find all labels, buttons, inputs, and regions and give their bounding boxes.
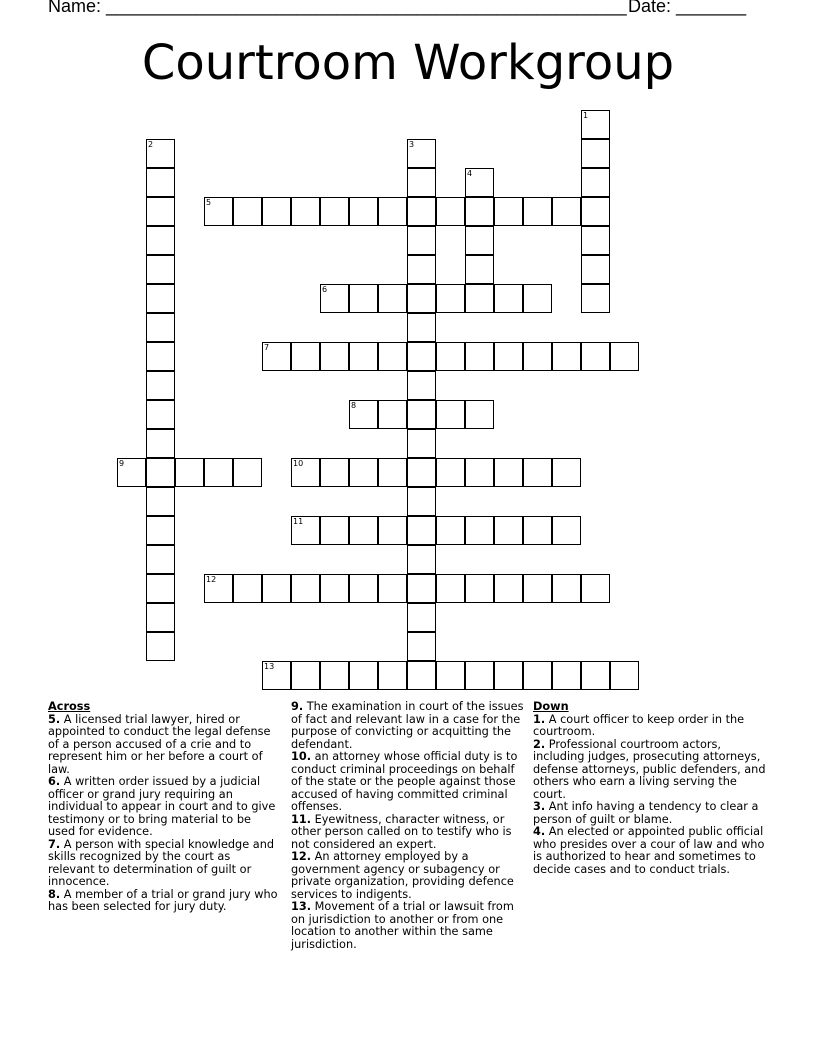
grid-cell[interactable] — [146, 168, 175, 197]
grid-cell[interactable] — [407, 429, 436, 458]
grid-cell[interactable] — [146, 516, 175, 545]
grid-cell[interactable] — [552, 458, 581, 487]
grid-cell[interactable] — [581, 110, 610, 139]
clue-item — [291, 901, 525, 951]
grid-cell[interactable] — [436, 400, 465, 429]
grid-cell[interactable] — [523, 661, 552, 690]
grid-cell[interactable] — [494, 284, 523, 313]
grid-cell[interactable] — [233, 574, 262, 603]
clue-item-text: A court officer to keep order in the courtroom. — [533, 712, 745, 738]
grid-cell[interactable] — [146, 342, 175, 371]
grid-cell[interactable] — [523, 197, 552, 226]
clue-item-text: Movement of a trial or lawsuit from on jurisdiction to another or from one location to another within the same jurisdiction. — [291, 900, 514, 951]
grid-cell[interactable] — [291, 661, 320, 690]
clue-item-text: The examination in court of the issues of fact and relevant law in a case for the purpose of convicting or acquitting the defendant. — [291, 700, 524, 751]
grid-cell[interactable] — [146, 371, 175, 400]
grid-cell[interactable] — [146, 139, 175, 168]
grid-cell[interactable] — [146, 429, 175, 458]
grid-cell[interactable] — [146, 197, 175, 226]
grid-cell[interactable] — [146, 458, 175, 487]
grid-cell[interactable] — [349, 574, 378, 603]
grid-cell[interactable] — [204, 197, 233, 226]
grid-cell[interactable] — [320, 197, 349, 226]
grid-cell[interactable] — [146, 603, 175, 632]
grid-cell[interactable] — [407, 284, 436, 313]
clue-item-number: 2. — [533, 737, 546, 751]
grid-cell[interactable] — [233, 197, 262, 226]
clue-item-number: 7. — [48, 837, 61, 851]
grid-cell[interactable] — [465, 284, 494, 313]
clue-number: 5 — [206, 198, 212, 207]
grid-cell[interactable] — [523, 516, 552, 545]
grid-cell[interactable] — [146, 574, 175, 603]
clue-number: 10 — [293, 459, 304, 468]
clue-item — [533, 801, 769, 826]
grid-cell[interactable] — [291, 197, 320, 226]
clue-number: 11 — [293, 517, 304, 526]
grid-cell[interactable] — [378, 400, 407, 429]
across-heading: Across — [48, 700, 91, 713]
grid-cell[interactable] — [552, 661, 581, 690]
grid-cell[interactable] — [146, 313, 175, 342]
grid-cell[interactable] — [494, 516, 523, 545]
clue-item-number: 1. — [533, 712, 546, 726]
grid-cell[interactable] — [407, 168, 436, 197]
grid-cell[interactable] — [610, 342, 639, 371]
grid-cell[interactable] — [291, 458, 320, 487]
date-line: Date: _______ — [628, 0, 747, 16]
clue-number: 1 — [583, 111, 589, 120]
clue-item-number: 12. — [291, 850, 312, 863]
grid-cell[interactable] — [262, 574, 291, 603]
grid-cell[interactable] — [407, 487, 436, 516]
grid-cell[interactable] — [465, 574, 494, 603]
grid-cell[interactable] — [262, 197, 291, 226]
grid-cell[interactable] — [320, 574, 349, 603]
grid-cell[interactable] — [146, 400, 175, 429]
grid-cell[interactable] — [407, 313, 436, 342]
grid-cell[interactable] — [581, 661, 610, 690]
clue-item-text: an attorney whose official duty is to conduct criminal proceedings on behalf of the state or the people against those accused of having committed criminal offenses. — [291, 750, 518, 813]
grid-cell[interactable] — [465, 255, 494, 284]
grid-cell[interactable] — [494, 342, 523, 371]
grid-cell[interactable] — [581, 342, 610, 371]
grid-cell[interactable] — [407, 661, 436, 690]
clue-item — [533, 739, 769, 802]
grid-cell[interactable] — [291, 516, 320, 545]
grid-cell[interactable] — [291, 342, 320, 371]
grid-cell[interactable] — [407, 139, 436, 168]
grid-cell[interactable] — [349, 342, 378, 371]
grid-cell[interactable] — [146, 226, 175, 255]
grid-cell[interactable] — [581, 139, 610, 168]
clue-item-text: A licensed trial lawyer, hired or appointed to conduct the legal defense of a person accused of a crie and to represent him or her before a court of law. — [48, 712, 271, 776]
grid-cell[interactable] — [407, 603, 436, 632]
grid-cell[interactable] — [610, 661, 639, 690]
clue-item-text: Professional courtroom actors, including judges, prosecuting attorneys, defense attorneys, public defenders, and others who earn a living serving the court. — [533, 737, 766, 801]
grid-cell[interactable] — [465, 226, 494, 255]
grid-cell[interactable] — [349, 661, 378, 690]
clue-item — [291, 851, 525, 901]
clue-item-text: Ant info having a tendency to clear a person of guilt or blame. — [533, 800, 759, 826]
grid-cell[interactable] — [407, 197, 436, 226]
grid-cell[interactable] — [465, 197, 494, 226]
clue-item — [48, 714, 280, 777]
grid-cell[interactable] — [378, 516, 407, 545]
clue-item — [291, 701, 525, 751]
clue-item — [533, 826, 769, 876]
grid-cell[interactable] — [262, 661, 291, 690]
grid-cell[interactable] — [320, 516, 349, 545]
clue-item — [291, 814, 525, 852]
grid-cell[interactable] — [494, 661, 523, 690]
grid-cell[interactable] — [436, 342, 465, 371]
grid-cell[interactable] — [407, 400, 436, 429]
grid-cell[interactable] — [407, 632, 436, 661]
grid-cell[interactable] — [291, 574, 320, 603]
grid-cell[interactable] — [262, 342, 291, 371]
grid-cell[interactable] — [349, 516, 378, 545]
grid-cell[interactable] — [146, 487, 175, 516]
grid-cell[interactable] — [407, 342, 436, 371]
clue-item-number: 8. — [48, 887, 61, 901]
grid-cell[interactable] — [436, 284, 465, 313]
grid-cell[interactable] — [465, 661, 494, 690]
clue-item-text: Eyewitness, character witness, or other person called on to testify who is not considered an expert. — [291, 812, 512, 851]
grid-cell[interactable] — [320, 342, 349, 371]
clue-number: 9 — [119, 459, 125, 468]
grid-cell[interactable] — [581, 226, 610, 255]
grid-cell[interactable] — [552, 197, 581, 226]
grid-cell[interactable] — [552, 574, 581, 603]
grid-cell[interactable] — [465, 342, 494, 371]
grid-cell[interactable] — [552, 516, 581, 545]
grid-cell[interactable] — [494, 574, 523, 603]
grid-cell[interactable] — [407, 226, 436, 255]
grid-cell[interactable] — [175, 458, 204, 487]
grid-cell[interactable] — [146, 632, 175, 661]
grid-cell[interactable] — [523, 284, 552, 313]
grid-cell[interactable] — [436, 661, 465, 690]
clue-number: 3 — [409, 140, 415, 149]
clue-item — [48, 889, 280, 914]
grid-cell[interactable] — [494, 197, 523, 226]
grid-cell[interactable] — [233, 458, 262, 487]
grid-cell[interactable] — [465, 400, 494, 429]
grid-cell[interactable] — [465, 458, 494, 487]
grid-cell[interactable] — [436, 574, 465, 603]
grid-cell[interactable] — [378, 284, 407, 313]
grid-cell[interactable] — [378, 197, 407, 226]
grid-cell[interactable] — [465, 168, 494, 197]
clue-item — [533, 714, 769, 739]
grid-cell[interactable] — [378, 661, 407, 690]
clue-item-text: An attorney employed by a government agency or subagency or private organization, providing defence services to indigents. — [291, 850, 514, 901]
clue-item-number: 13. — [291, 900, 312, 913]
grid-cell[interactable] — [523, 458, 552, 487]
grid-cell[interactable] — [378, 342, 407, 371]
clues-across-column-1 — [48, 701, 280, 914]
clue-number: 8 — [351, 401, 357, 410]
grid-cell[interactable] — [436, 197, 465, 226]
clue-item — [48, 776, 280, 839]
grid-cell[interactable] — [494, 458, 523, 487]
grid-cell[interactable] — [436, 458, 465, 487]
grid-cell[interactable] — [117, 458, 146, 487]
grid-cell[interactable] — [349, 400, 378, 429]
grid-cell[interactable] — [581, 574, 610, 603]
grid-cell[interactable] — [349, 197, 378, 226]
grid-cell[interactable] — [349, 458, 378, 487]
grid-cell[interactable] — [320, 458, 349, 487]
clue-number: 12 — [206, 575, 217, 584]
grid-cell[interactable] — [146, 284, 175, 313]
clue-item-number: 6. — [48, 775, 61, 788]
clue-number: 13 — [264, 662, 275, 671]
clue-item — [291, 751, 525, 814]
clue-item-text: A person with special knowledge and skills recognized by the court as relevant to determination of guilt or innocence. — [48, 837, 275, 888]
clue-item-number: 5. — [48, 712, 61, 726]
clue-number: 4 — [467, 169, 473, 178]
clue-item-text: An elected or appointed public official who presides over a cour of law and who is authorized to hear and sometimes to decide cases and to conduct trials. — [533, 825, 765, 876]
grid-cell[interactable] — [523, 342, 552, 371]
grid-cell[interactable] — [407, 255, 436, 284]
clues-across-column-2 — [291, 701, 525, 951]
clue-number: 7 — [264, 343, 270, 352]
grid-cell[interactable] — [378, 574, 407, 603]
grid-cell[interactable] — [523, 574, 552, 603]
clue-item — [48, 839, 280, 889]
page-title: Courtroom Workgroup — [141, 35, 675, 91]
grid-cell[interactable] — [146, 255, 175, 284]
clue-item-number: 10. — [291, 750, 312, 763]
down-heading: Down — [533, 700, 569, 713]
grid-cell[interactable] — [552, 342, 581, 371]
grid-cell[interactable] — [407, 458, 436, 487]
grid-cell[interactable] — [581, 168, 610, 197]
grid-cell[interactable] — [320, 284, 349, 313]
clue-item-number: 3. — [533, 800, 546, 813]
grid-cell[interactable] — [204, 458, 233, 487]
clues-down-column — [533, 701, 769, 876]
grid-cell[interactable] — [320, 661, 349, 690]
grid-cell[interactable] — [146, 545, 175, 574]
grid-cell[interactable] — [378, 458, 407, 487]
grid-cell[interactable] — [407, 574, 436, 603]
clue-item-text: A member of a trial or grand jury who has been selected for jury duty. — [48, 887, 278, 913]
clue-item-number: 4. — [533, 825, 546, 838]
clue-number: 6 — [322, 285, 328, 294]
grid-cell[interactable] — [349, 284, 378, 313]
grid-cell[interactable] — [465, 516, 494, 545]
name-line: Name: ____________________________________________________ — [48, 0, 627, 16]
clue-item-number: 9. — [291, 700, 304, 713]
grid-cell[interactable] — [204, 574, 233, 603]
grid-cell[interactable] — [581, 255, 610, 284]
clue-item-number: 11. — [291, 812, 312, 826]
clue-item-text: A written order issued by a judicial officer or grand jury requiring an individual to appear in court and to give testimony or to bring material to be used for evidence. — [48, 775, 276, 838]
grid-cell[interactable] — [436, 516, 465, 545]
grid-cell[interactable] — [581, 284, 610, 313]
clue-number: 2 — [148, 140, 154, 149]
grid-cell[interactable] — [581, 197, 610, 226]
grid-cell[interactable] — [407, 371, 436, 400]
grid-cell[interactable] — [407, 545, 436, 574]
grid-cell[interactable] — [407, 516, 436, 545]
